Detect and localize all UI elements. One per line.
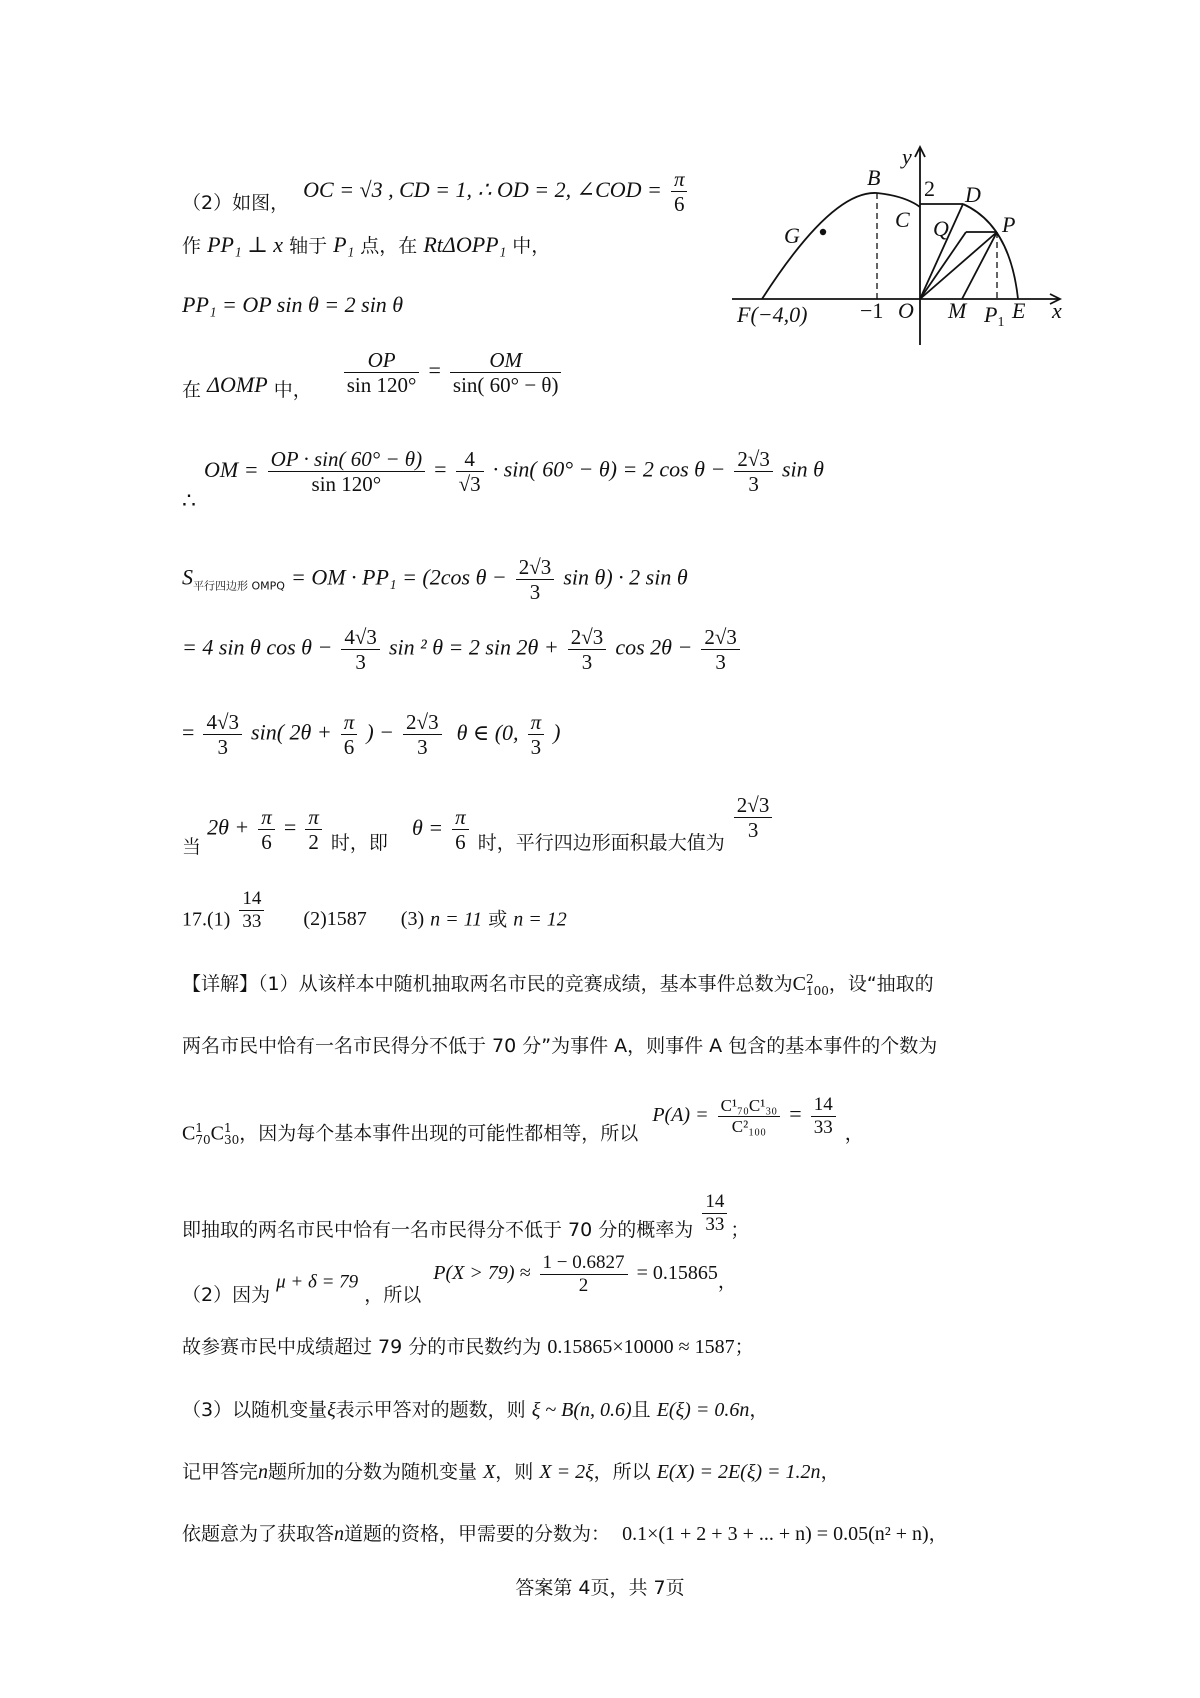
label-x: x	[1052, 298, 1062, 323]
math: n = 12	[513, 908, 567, 931]
line-7	[182, 625, 743, 674]
math: n = 11	[430, 908, 483, 931]
text: 时，即	[330, 831, 388, 854]
curve-bc	[877, 193, 920, 207]
text: 题所加的分数为随机变量	[268, 1461, 478, 1483]
math: RtΔOPP₁	[423, 232, 507, 257]
fraction: $\frac{\pi}{2}$	[305, 805, 322, 854]
fraction: $\frac{14}{33}$	[239, 888, 264, 933]
label-e: E	[1012, 298, 1026, 323]
math: cos 2θ −	[615, 634, 693, 660]
line-3	[182, 292, 403, 318]
math: · sin( 60° − θ) = 2 cos θ −	[492, 456, 726, 482]
math: X = 2ξ	[539, 1461, 594, 1483]
fraction: $\frac{OM}{\sin( 60^\circ - \theta)}$	[450, 348, 562, 397]
fraction: $\frac{\pi}{6}$	[341, 710, 358, 759]
label-o: O	[898, 298, 914, 323]
math: θ =	[411, 814, 444, 840]
label-b: B	[867, 165, 881, 190]
point-g	[820, 229, 826, 235]
detail-2	[182, 1035, 937, 1058]
fraction: $\frac{2√3}{3}$	[701, 625, 740, 674]
detail-1: 【详解】（1）从该样本中随机抽取两名市民的竞赛成绩，基本事件总数为C 2 100 ，设“抽取的	[182, 972, 934, 998]
math: ξ ~ B(n, 0.6)	[531, 1399, 632, 1421]
fraction: $\frac{4}{√3}$	[456, 447, 484, 496]
answer-2: (2)1587	[303, 908, 367, 931]
text: 时，平行四边形面积最大值为	[477, 831, 725, 854]
label-p1: P1	[984, 302, 1005, 330]
fraction: $\frac{14}{33}$	[811, 1094, 836, 1139]
detail-5: （2）因为 μ + δ = 79 ，所以 P(X > 79) ≈ $\frac{1 - 0.6827}{2}$ = 0.15865，	[182, 1252, 737, 1307]
fraction: $\frac{\pi}{6}$	[671, 167, 688, 216]
label-minus1: −1	[860, 298, 884, 323]
text: 轴于	[289, 235, 328, 257]
text: 道题的资格，甲需要的分数为：	[344, 1523, 611, 1545]
text: ，设“抽取的	[828, 973, 934, 995]
fraction: $\frac{2√3}{3}$	[568, 625, 607, 674]
math: θ ∈ (0,	[456, 719, 519, 745]
fraction: $\frac{\pi}{6}$	[258, 805, 275, 854]
text: （2）如图，	[182, 191, 290, 214]
math: P(A) =	[652, 1104, 709, 1127]
text: 或	[488, 908, 508, 931]
math: 0.1×(1 + 2 + 3 + ... + n) = 0.05(n² + n)	[622, 1523, 929, 1545]
fraction: $\frac{1 - 0.6827}{2}$	[540, 1252, 628, 1297]
detail-6: 故参赛市民中成绩超过 79 分的市民数约为 0.15865×10000 ≈ 1587；	[182, 1336, 754, 1358]
fraction: $\frac{2√3}{3}$	[516, 555, 555, 604]
label-d: D	[965, 182, 981, 207]
text: （2）因为	[182, 1284, 271, 1307]
text: 作	[182, 235, 202, 257]
label-f: F(−4,0)	[737, 302, 808, 327]
math: PP₁ = OP sin θ = 2 sin θ	[182, 292, 404, 317]
fraction: $\frac{\pi}{3}$	[528, 710, 545, 759]
math: ) −	[366, 719, 394, 745]
label-m: M	[948, 298, 967, 323]
answer-17: 17.(1) $\frac{14}{33}$ (2)1587 (3) n = 11 或 n = 12	[182, 888, 567, 932]
fraction: $\frac{2√3}{3}$	[734, 793, 773, 842]
text: 点，在	[360, 235, 418, 257]
fraction: $\frac{\text{C¹₇₀C¹₃₀}}{\text{C²₁₀₀}}$	[718, 1096, 781, 1136]
label-2: 2	[924, 176, 935, 201]
math: OC = √3 , CD = 1, ∴ OD = 2, ∠COD =	[303, 176, 662, 202]
fraction: $\frac{OP}{\sin 120^\circ}$	[344, 348, 420, 397]
math: sin θ	[781, 456, 824, 482]
label-q: Q	[933, 216, 949, 241]
math: PP₁ ⊥ x	[207, 232, 284, 257]
text: ，所以	[364, 1284, 422, 1307]
math: sin ² θ = 2 sin 2θ +	[388, 634, 559, 660]
fraction: $\frac{2√3}{3}$	[403, 710, 442, 759]
fraction: $\frac{14}{33}$	[702, 1191, 727, 1236]
line-6	[182, 555, 688, 604]
math: 0.15865×10000 ≈ 1587	[547, 1336, 735, 1358]
curve-fb	[762, 193, 877, 299]
detail-4: 即抽取的两名市民中恰有一名市民得分不低于 70 分的概率为 $\frac{14}{33}$ ；	[182, 1191, 750, 1242]
detail-8: 记甲答完n题所加的分数为随机变量 X，则 X = 2ξ，所以 E(X) = 2E(ξ) = 1.2n，	[182, 1461, 840, 1483]
text: 记甲答完	[182, 1461, 259, 1483]
label-p: P	[1002, 212, 1016, 237]
text: （3）以随机变量	[182, 1399, 328, 1421]
detail-7: （3）以随机变量ξ表示甲答对的题数，则 ξ ~ B(n, 0.6)且 E(ξ) = 0.6n，	[182, 1399, 769, 1421]
label-c: C	[895, 207, 910, 232]
detail-3: C 1 70 C 1 30 ，因为每个基本事件出现的可能性都相等，所以 P(A) = $\frac{\text{C¹₇₀C¹₃₀}}{\text{C²₁₀₀}}$ = $\frac{14}{33}$ ，	[182, 1094, 864, 1148]
text: 两名市民中恰有一名市民得分不低于 70 分”为事件 A，则事件 A 包含的基本事件的个数为	[182, 1035, 938, 1057]
text: 故参赛市民中成绩超过 79 分的市民数约为	[182, 1336, 542, 1358]
math: μ + δ = 79	[276, 1271, 359, 1293]
fraction: $\frac{OP \cdot \sin( 60^\circ - \theta)}{\sin 120^\circ}$	[268, 447, 426, 496]
text: ，因为每个基本事件出现的可能性都相等，所以	[239, 1122, 639, 1145]
line-2	[182, 232, 550, 258]
text: 中，	[273, 378, 312, 401]
text: 在	[182, 378, 202, 401]
math: S	[182, 564, 193, 590]
subscript: 平行四边形 OMPQ	[193, 579, 285, 593]
line-1	[182, 167, 690, 216]
question-number: 17.(1)	[182, 908, 231, 931]
label-g: G	[784, 223, 800, 248]
segment-pm	[962, 232, 997, 299]
text: 中，	[512, 235, 551, 257]
text: 表示甲答对的题数，则	[335, 1399, 526, 1421]
text: 即抽取的两名市民中恰有一名市民得分不低于 70 分的概率为	[182, 1219, 694, 1242]
fraction: $\frac{2√3}{3}$	[734, 447, 773, 496]
math: sin( 2θ +	[251, 719, 332, 745]
math: E(ξ) = 0.6n	[656, 1399, 750, 1421]
line-5: OM = $\frac{OP \cdot \sin( 60^\circ - \theta)}{\sin 120^\circ}$ = $\frac{4}{√3}$ · sin( 60° − θ) = 2 cos θ − $\frac{2√3}{3}$ sin θ	[204, 447, 824, 497]
math: P(X > 79) ≈	[433, 1262, 531, 1285]
page-footer: 答案第 4页，共 7页	[515, 1577, 685, 1599]
math: = OM · PP₁ = (2cos θ −	[290, 564, 507, 590]
text: 【详解】（1）从该样本中随机抽取两名市民的竞赛成绩，基本事件总数为	[182, 973, 793, 995]
text: 当	[182, 835, 202, 858]
math: E(X) = 2E(ξ) = 1.2n	[656, 1461, 821, 1483]
line-8: = $\frac{4√3}{3}$ sin( 2θ + $\frac{\pi}{6}$ ) − $\frac{2√3}{3}$ θ ∈ (0, $\frac{\pi}{3}$ )	[182, 710, 561, 760]
text: 依题意为了获取答	[182, 1523, 335, 1545]
math: P₁	[333, 232, 355, 257]
fraction: $\frac{\pi}{6}$	[452, 805, 469, 854]
detail-9: 依题意为了获取答n道题的资格，甲需要的分数为： 0.1×(1 + 2 + 3 + ... + n) = 0.05(n² + n)，	[182, 1523, 948, 1545]
line-4: 在 ΔOMP 中， $\frac{OP}{\sin 120^\circ}$ = $\frac{OM}{\sin( 60^\circ - \theta)}$	[182, 348, 564, 397]
line-9: 当 2θ + $\frac{\pi}{6}$ = $\frac{\pi}{2}$ 时，即 θ = $\frac{\pi}{6}$ 时，平行四边形面积最大值为 $\frac{2√3}{3}$	[182, 805, 775, 854]
therefore-symbol: ∴	[182, 488, 196, 513]
math: ΔOMP	[207, 371, 268, 397]
math: sin θ) · 2 sin θ	[563, 564, 688, 590]
fraction: $\frac{4√3}{3}$	[203, 710, 242, 759]
math: OM =	[204, 456, 259, 482]
fraction: $\frac{4√3}{3}$	[341, 625, 380, 674]
math: = 4 sin θ cos θ −	[182, 634, 333, 660]
label-y: y	[902, 144, 912, 169]
math: 2θ +	[207, 814, 250, 840]
